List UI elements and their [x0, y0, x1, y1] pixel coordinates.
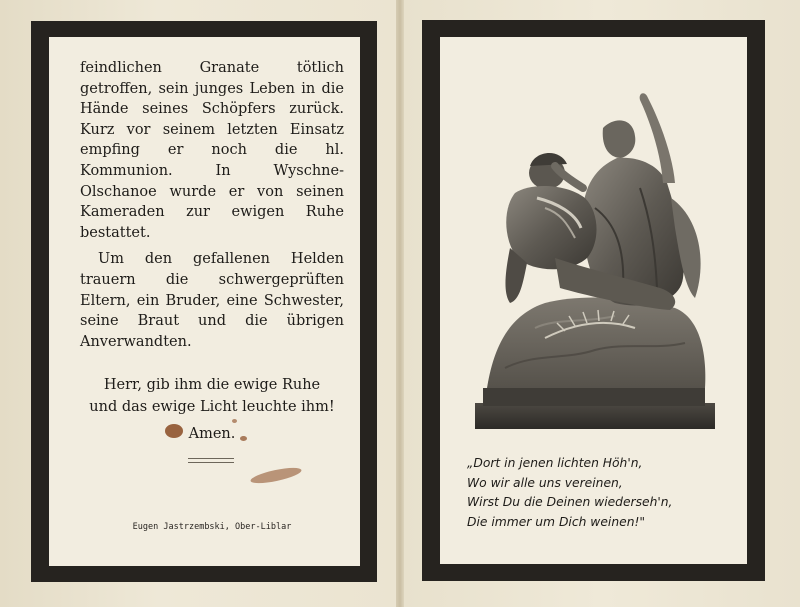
verse-line: Die immer um Dich weinen!" [467, 514, 646, 529]
amen: Amen. [188, 426, 236, 443]
stain [165, 424, 183, 438]
verse-line: „Dort in jenen lichten Höh'n, [467, 456, 643, 470]
verse-line: Wo wir alle uns vereinen, [467, 475, 623, 490]
divider-rule-bottom [188, 462, 234, 463]
divider-rule-top [188, 458, 234, 459]
memorial-statue-image [475, 88, 715, 433]
obituary-text [80, 58, 344, 442]
prayer-line-1: Herr, gib ihm die ewige Ruhe [103, 377, 321, 394]
stain [240, 436, 247, 441]
memorial-verse [467, 454, 737, 532]
obituary-paragraph-2: Um den gefallenen Helden trauern die schwergeprüften Eltern, ein Bruder, eine Schwester, seine Braut und die übrigen Anverwandten. [80, 251, 344, 350]
prayer [80, 374, 344, 418]
obituary-paragraph-1: feindlichen Granate tötlich getroffen, sein junges Leben in die Hände seines Schöpfers zurück. Kurz vor seinem letzten Einsatz empfing er noch die hl. Kommunion. In Wyschne-Olschanoe wurde er von seinen Kameraden zur ewigen Ruhe bestattet. [80, 60, 344, 241]
prayer-line-2: und das ewige Licht leuchte ihm! [89, 399, 335, 416]
stain [232, 419, 237, 423]
verse-line: Wirst Du die Deinen wiederseh'n, [467, 495, 673, 510]
printer-imprint: Eugen Jastrzembski, Ober-Liblar [132, 522, 292, 532]
center-fold [396, 0, 404, 607]
